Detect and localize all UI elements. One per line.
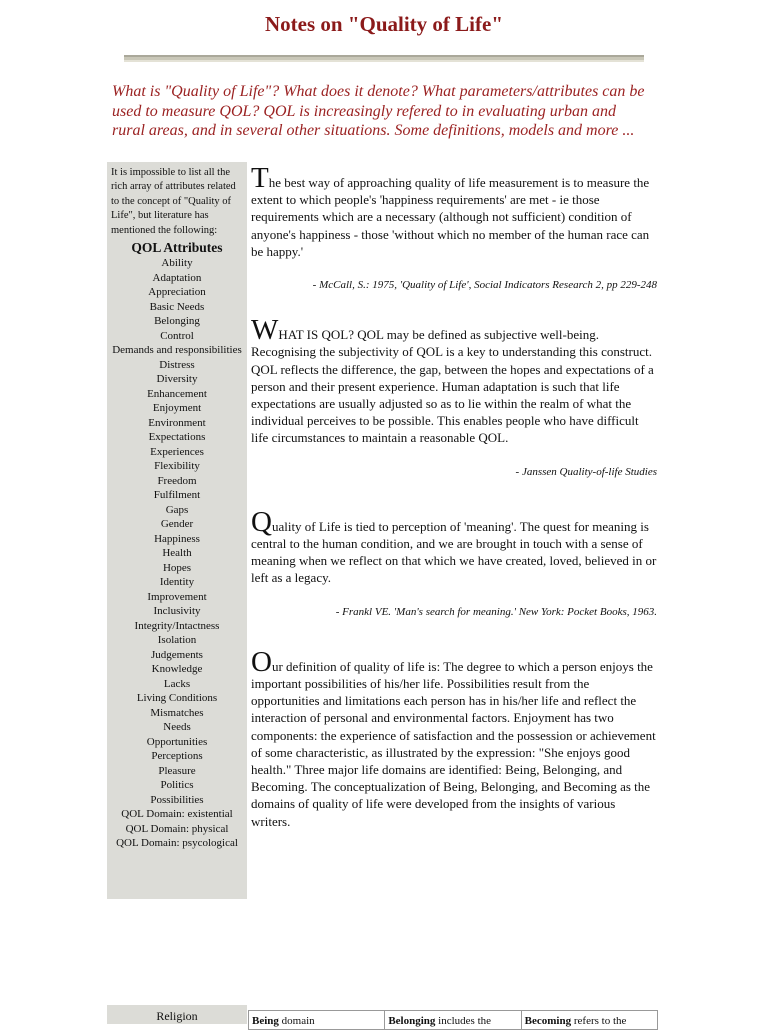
attribute-item: Ability — [161, 257, 193, 270]
attribute-item: QOL Domain: physical — [125, 822, 229, 835]
attribute-item: Fulfilment — [153, 489, 201, 502]
quote-text: ur definition of quality of life is: The degree to which a person enjoys the important possibilities of his/her life. Possibilities result from the opportunities and limitations each person has in his/her life and reflect the interaction of personal and environmental factors. Enjoyment has two components: the experience of satisfaction and the possession or achievement of some characteristic, as illustrated by the expression: "She enjoys good health." Three major life domains are identified: Being, Belonging, and Becoming. The conceptualization of Being, Belonging, and Becoming as the domains of quality of life were developed from the insights of various writers. — [251, 658, 656, 829]
sidebar — [107, 162, 247, 899]
drop-cap: Q — [251, 505, 272, 538]
quote-citation: - McCall, S.: 1975, 'Quality of Life', Social Indicators Research 2, pp 229-248 — [312, 279, 657, 292]
attribute-item: Possibilities — [150, 793, 204, 806]
quote-block — [251, 314, 657, 481]
quote-block — [251, 505, 657, 621]
page-title: Notes on "Quality of Life" — [265, 12, 503, 36]
attribute-item: Needs — [163, 721, 191, 734]
attribute-item: Control — [160, 329, 194, 342]
attribute-item: QOL Domain: existential — [121, 808, 233, 821]
drop-cap: W — [251, 314, 279, 347]
table-cell: Belonging includes the — [385, 1011, 521, 1029]
table-cell: Being domain — [249, 1011, 385, 1029]
attribute-item: Integrity/Intactness — [134, 619, 220, 632]
quote-text: HAT IS QOL? QOL may be defined as subjective well-being. Recognising the subjectivity of QOL is a key to understanding this construct. QOL reflects the difference, the gap, between the hopes and expectations of a person and their present experience. Human adaptation is such that life expectations are usually adjusted so as to lie within the realm of what the individual perceives to be possible. This enables people who have difficult life circumstances to maintain a reasonable QOL. — [251, 327, 654, 446]
attribute-item: Hopes — [162, 561, 192, 574]
main-content — [251, 162, 657, 830]
attribute-item: Identity — [159, 576, 195, 589]
attribute-item: Flexibility — [154, 460, 200, 473]
sidebar-note: It is impossible to list all the rich array of attributes related to the concept of "Quality of Life", but literature has mentioned the following: — [111, 167, 236, 236]
quote-citation: - Frankl VE. 'Man's search for meaning.' New York: Pocket Books, 1963. — [335, 605, 657, 618]
attribute-item: Living Conditions — [136, 692, 218, 705]
quote-citation: - Janssen Quality-of-life Studies — [515, 465, 657, 478]
attribute-item: Perceptions — [151, 750, 203, 763]
quote-text: uality of Life is tied to perception of 'meaning'. The quest for meaning is central to the human condition, and we are brought in touch with a sense of meaning when we reflect on that which we have created, loved, believed in or left as a legacy. — [251, 518, 657, 586]
attribute-item: Distress — [159, 358, 195, 371]
quote-block — [251, 645, 657, 830]
attribute-item: Pleasure — [158, 764, 196, 777]
quote-text: he best way of approaching quality of life measurement is to measure the extent to which people's 'happiness requirements' are met - ie those requirements which are a necessary (although not sufficient) condition of anyone's happiness - those 'without which no member of the human race can be happy.' — [251, 175, 650, 259]
attribute-item: Experiences — [150, 445, 204, 458]
attribute-item: Environment — [148, 416, 206, 429]
attribute-item: Gender — [160, 518, 194, 531]
attribute-item: Knowledge — [151, 663, 203, 676]
attribute-item: Inclusivity — [153, 605, 201, 618]
attribute-item: Politics — [160, 779, 194, 792]
attribute-item: Basic Needs — [149, 300, 205, 313]
attribute-item: Happiness — [154, 532, 200, 545]
attribute-item: Isolation — [157, 634, 197, 647]
attribute-item: Belonging — [154, 315, 200, 328]
attribute-item: Health — [162, 547, 192, 560]
attribute-item: Improvement — [147, 590, 207, 603]
table-cell: Becoming refers to the — [524, 1015, 627, 1027]
drop-cap: O — [251, 645, 272, 678]
sidebar-heading: QOL Attributes — [131, 240, 223, 256]
attribute-item: Freedom — [157, 474, 197, 487]
sidebar-continuation — [107, 1005, 247, 1024]
attribute-item: Lacks — [163, 677, 191, 690]
quote-block — [251, 162, 657, 294]
attribute-item: Gaps — [165, 503, 189, 516]
attribute-item: QOL Domain: psycological — [116, 837, 238, 850]
attribute-item: Enjoyment — [152, 402, 202, 415]
attribute-item: Diversity — [156, 373, 198, 386]
attribute-item: Opportunities — [146, 735, 208, 748]
attribute-item: Mismatches — [150, 706, 204, 719]
attribute-item: Demands and responsibilities — [112, 344, 242, 357]
attribute-item: Expectations — [148, 431, 206, 444]
attribute-item: Religion — [156, 1009, 198, 1023]
attribute-item: Appreciation — [148, 286, 206, 299]
domains-table — [248, 1010, 658, 1030]
attribute-item: Enhancement — [147, 387, 207, 400]
attribute-list — [107, 256, 247, 851]
drop-cap: T — [251, 162, 269, 194]
intro-text: What is "Quality of Life"? What does it denote? What parameters/attributes can be used to measure QOL? QOL is increasingly refered to in evaluating urban and rural areas, and in several other situations. Some definitions, models and more ... — [112, 83, 645, 139]
attribute-item: Adaptation — [152, 271, 202, 284]
attribute-item: Judgements — [151, 648, 203, 661]
title-divider — [124, 55, 644, 62]
